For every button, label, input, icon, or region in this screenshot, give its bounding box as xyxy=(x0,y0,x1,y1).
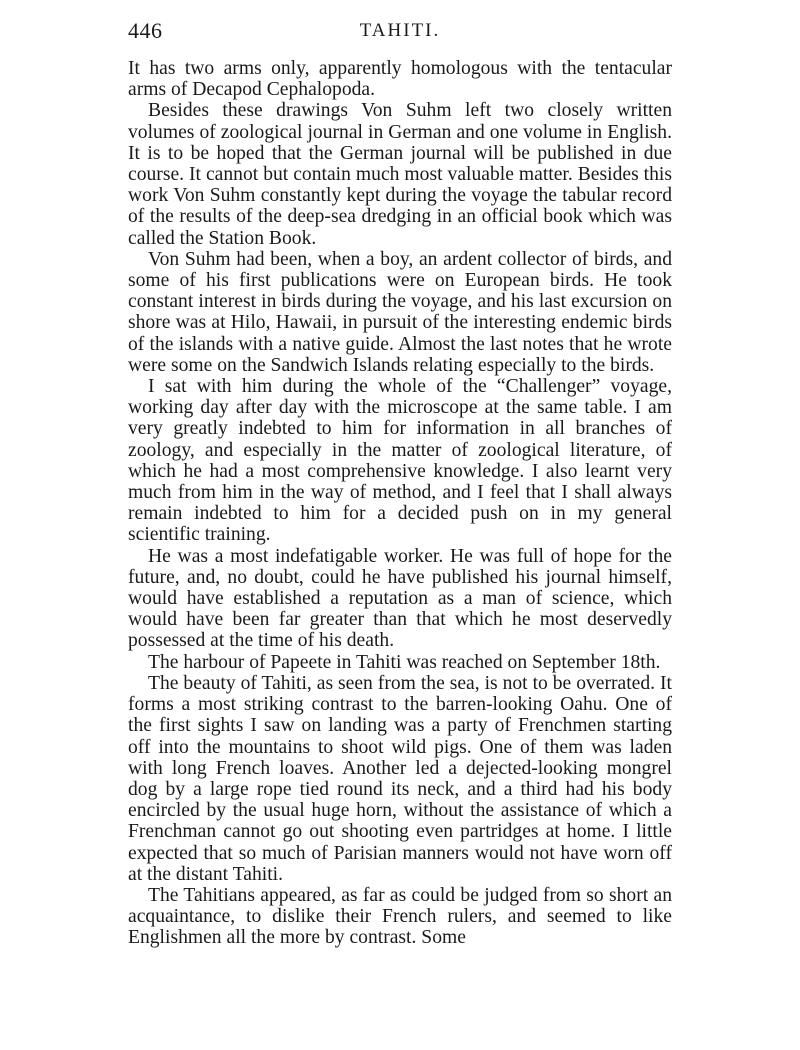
paragraph-tentacular-arms: It has two arms only, apparently homologous with the tentacular arms of Decapod Cephalopoda. xyxy=(128,58,672,101)
paragraph-tahitians: The Tahitians appeared, as far as could be judged from so short an acquaintance, to dislike their French rulers, and seemed to like Englishmen all the more by contrast. Some xyxy=(128,884,672,949)
paragraph-challenger-voyage: I sat with him during the whole of the “Challenger” voyage, working day after day with the microscope at the same table. I am very greatly indebted to him for information in all branches of zoology, and especially in the matter of zoological literature, of which he had a most comprehensive knowledge. I also learnt very much from him in the way of method, and I feel that I shall always remain indebted to him for a decided push on in my general scientific training. xyxy=(128,376,672,546)
body-text xyxy=(128,58,672,949)
paragraph-indefatigable-worker: He was a most indefatigable worker. He was full of hope for the future, and, no doubt, could he have published his journal himself, would have established a reputation as a man of science, which would have been far greater than that which he most deservedly possessed at the time of his death. xyxy=(128,545,672,652)
running-head xyxy=(128,18,672,58)
book-page xyxy=(128,18,672,1038)
paragraph-beauty-of-tahiti: The beauty of Tahiti, as seen from the sea, is not to be overrated. It forms a most striking contrast to the barren-looking Oahu. One of the first sights I saw on landing was a party of Frenchmen starting off into the mountains to shoot wild pigs. One of them was laden with long French loaves. Another led a dejected-looking mongrel dog by a large rope tied round its neck, and a third had his body encircled by the usual huge horn, without the assistance of which a Frenchman cannot go out shooting even partridges at home. I little expected that so much of Parisian manners would not have worn off at the distant Tahiti. xyxy=(128,672,672,885)
paragraph-birds: Von Suhm had been, when a boy, an ardent collector of birds, and some of his first publications were on European birds. He took constant interest in birds during the voyage, and his last excursion on shore was at Hilo, Hawaii, in pursuit of the interesting endemic birds of the islands with a native guide. Almost the last notes that he wrote were some on the Sandwich Islands relating especially to the birds. xyxy=(128,248,672,376)
running-title: TAHITI. xyxy=(359,20,441,41)
page-number: 446 xyxy=(128,18,163,43)
paragraph-papeete-harbour: The harbour of Papeete in Tahiti was reached on September 18th. xyxy=(148,651,661,673)
paragraph-journals: Besides these drawings Von Suhm left two closely written volumes of zoological journal in German and one volume in English. It is to be hoped that the German journal will be published in due course. It cannot but contain much most valuable matter. Besides this work Von Suhm constantly kept during the voyage the tabular record of the results of the deep-sea dredging in an official book which was called the Station Book. xyxy=(128,100,672,249)
